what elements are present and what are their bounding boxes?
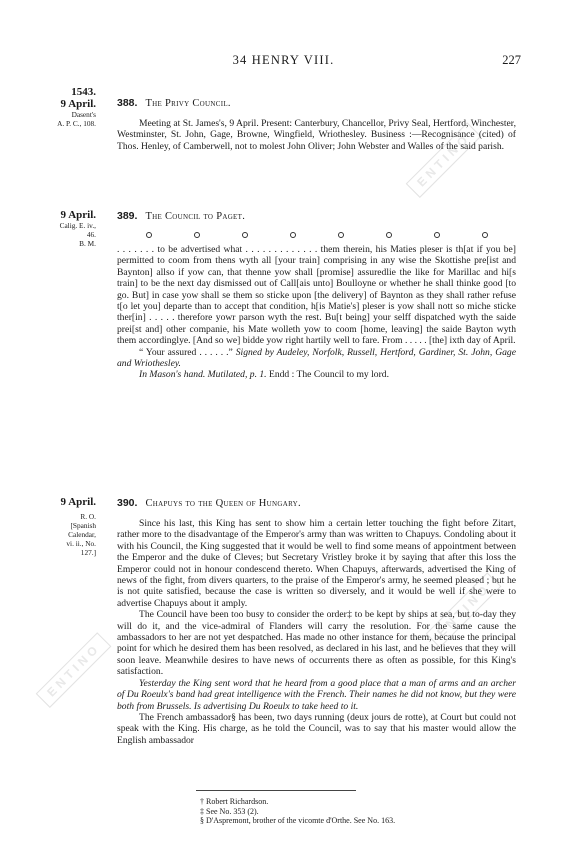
margin-source: 127.] — [80, 548, 96, 557]
footnote-rule — [196, 790, 356, 791]
entry-heading: Chapuys to the Queen of Hungary. — [145, 498, 301, 509]
page-header — [0, 53, 567, 69]
signatories: Signed by Audeley, Norfolk, Russell, Hertford, Gardiner, St. John, Gage and Wriothesley. — [117, 346, 516, 370]
margin-note-389 — [0, 209, 96, 248]
watermark: ENTINO — [36, 632, 112, 708]
watermark: ENTINO — [406, 122, 482, 198]
margin-date: 9 April. — [60, 209, 96, 221]
paragraph-cipher: Yesterday the King sent word that he heard from a good place that a man of arms and an archer of Du Roeulx's band had great intelligence with the French. Their names he did not know, but they were both from Brussels. Is advertising Du Roeulx to take heed to it. — [117, 677, 516, 712]
margin-date: 9 April. — [60, 496, 96, 508]
paragraph: . . . . . . . to be advertised what . . . . . . . . . . . . . them therein, his Maties pleser is th[at if you be] permitted to coom from thens wyth all [your train] comprising in any wise the Skottishe pre[ist and Baynton] allso if yow can, that thenne yow shall [promise] assuredlie the like for Marillac and hi[s train] to be the next day dismissed out of Call[ais unto] Boulloyne or whether he shall thinke good [to go. But] in case yow shall se them so sticke upon [the delivery] of Baynton as they shall rather refuse t[o let you] departe than to accept that condition, h[is Matie's] pleser is yow shall nott so miche sticke ther[in] . . . . . therefore yowr parson wyth the rest. Bu[t being] your selff dispatched wyth the saide prei[st and] other companie, his Mate wolleth yow to coom [home, leaving] the saide Bayton wyth them accordinglye. [And so we] bidde yow right hartily well to fare. From . . . . . [the] ixth day of April. — [117, 244, 516, 347]
hand-note: In Mason's hand. Mutilated, p. 1. — [139, 369, 267, 381]
footnote: § D'Aspremont, brother of the vicomte d'Orthe. See No. 163. — [200, 816, 396, 826]
lacuna-circle — [242, 232, 248, 238]
entry-body-389 — [117, 244, 516, 381]
entry-body-390 — [117, 518, 516, 746]
entry-title-388 — [117, 97, 517, 110]
margin-source: [Spanish — [70, 521, 96, 530]
margin-note-390 — [0, 496, 96, 557]
paragraph: Since his last, this King has sent to show him a certain letter touching the fight before Zitart, rather more to the disadvantage of the Emperor's army than was written to Chapuys. Condoling about it with his Council, the King suggested that it would be well to find some means of appointment between the Emperor and the duke of Cleves; but Secretary Vristley broke it by saying that after this loss the Emperor could not in honour condescend thereto. When Chapuys, afterwards, advertised the King of news of the fight, from divers quarters, to the praise of the Emperor's army, he seemed pleased ; but he is not quite satisfied, because the case is written so diversely, and it would be well if she were to advertise Chapuys about it amply. — [117, 518, 516, 609]
entry-body-388 — [117, 118, 516, 152]
lacuna-circle — [194, 232, 200, 238]
running-title: 34 HENRY VIII. — [232, 53, 335, 67]
footnote: ‡ See No. 353 (2). — [200, 806, 259, 816]
margin-source: Dasent's — [71, 110, 96, 119]
margin-source: Calendar, — [68, 530, 96, 539]
signature-quote: “ Your assured . . . . . .” — [139, 346, 233, 358]
lacuna-circle — [482, 232, 488, 238]
signature-line — [117, 347, 516, 370]
entry-title-390 — [117, 497, 517, 510]
entry-number: 388. — [117, 97, 138, 109]
lacuna-circle — [434, 232, 440, 238]
margin-source: B. M. — [79, 239, 96, 248]
margin-note-388 — [0, 86, 96, 128]
entry-number: 390. — [117, 497, 138, 509]
margin-source: vi. ii., No. — [66, 539, 96, 548]
entry-heading: The Council to Paget. — [145, 211, 246, 222]
footnotes — [200, 797, 395, 826]
margin-source: A. P. C., 108. — [57, 119, 96, 128]
lacuna-circle — [386, 232, 392, 238]
paragraph: The Council have been too busy to consider the order‡ to be kept by ships at sea, but to-day they will do it, and the vice-admiral of Flanders will carry the resolution. For the same cause the ambassadors to her are not yet despatched. Has made no other instance for them, because the principal point for which he desired them has been resolved, as declared in his last, and he believes that they will soon leave. Meanwhile desires to have news of occurrents there as often as possible, for this King's satisfaction. — [117, 609, 516, 678]
margin-date: 9 April. — [60, 98, 96, 110]
margin-year: 1543. — [71, 86, 96, 98]
entry-heading: The Privy Council. — [145, 98, 231, 109]
lacuna-circle — [146, 232, 152, 238]
margin-source: 46. — [86, 230, 96, 239]
margin-source: Calig. E. iv., — [59, 221, 96, 230]
lacuna-circle — [290, 232, 296, 238]
lacuna-marks — [116, 232, 516, 242]
entry-title-389 — [117, 210, 517, 223]
lacuna-circle — [338, 232, 344, 238]
endorsement: Endd : The Council to my lord. — [268, 369, 389, 381]
paragraph: Meeting at St. James's, 9 April. Present: Canterbury, Chancellor, Privy Seal, Hertford, Winchester, Westminster, St. John, Gage, Browne, Wingfield, Wriothesley. Business :—Recognisance (cited) of Thos. Henley, of Camberwell, not to molest John Oliver; John Webster and Walles of the said parish. — [117, 118, 516, 152]
watermark: ENTINO — [426, 572, 502, 648]
margin-source: R. O. — [80, 512, 96, 521]
page-number: 227 — [502, 53, 521, 67]
paragraph: The French ambassador§ has been, two days running (deux jours de rotte), at Court but could not speak with the King. His charge, as he told the Council, was to say that his master would allow the English ambassador — [117, 711, 516, 746]
entry-number: 389. — [117, 210, 138, 222]
footnote: † Robert Richardson. — [200, 797, 269, 806]
endorsement-line — [117, 369, 516, 380]
